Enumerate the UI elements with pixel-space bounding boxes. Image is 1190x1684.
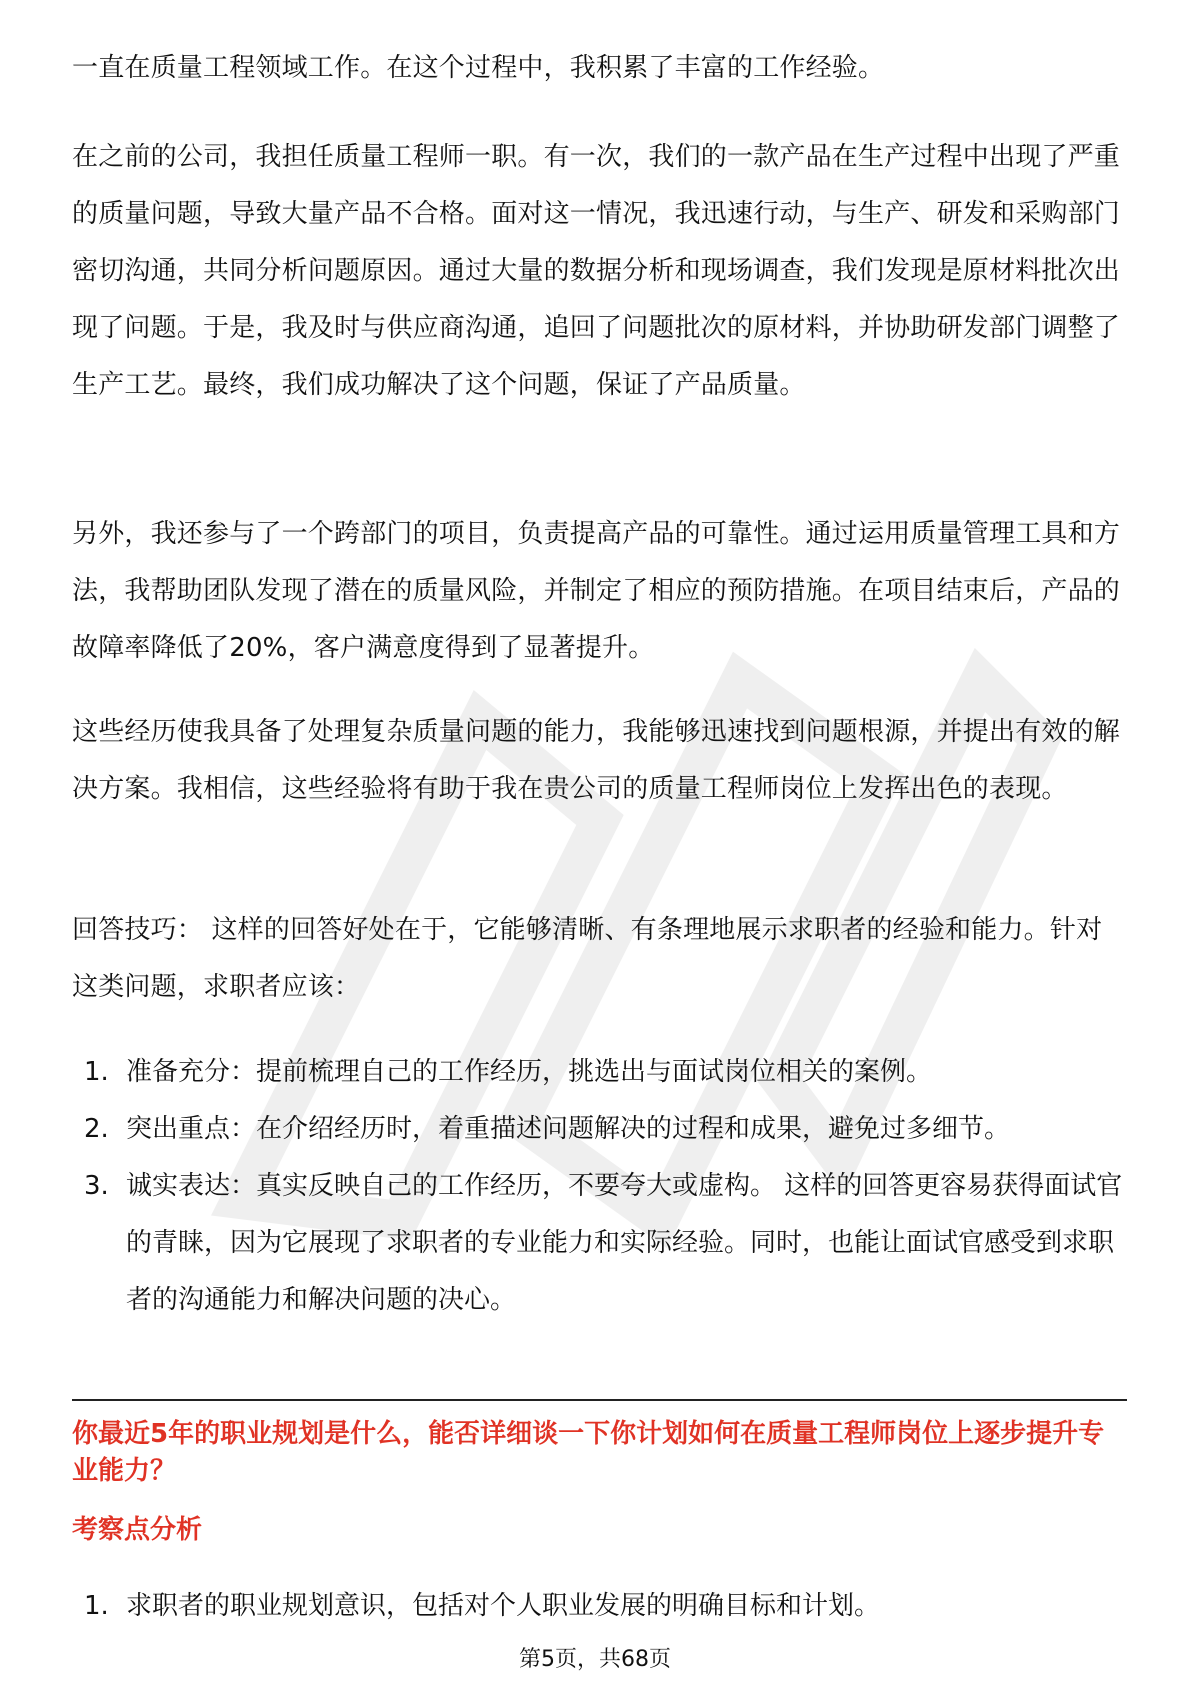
section-divider xyxy=(72,1399,1127,1401)
interview-question: 你最近5年的职业规划是什么，能否详细谈一下你计划如何在质量工程师岗位上逐步提升专业能力？ xyxy=(72,1419,1105,1486)
paragraph-cross-department: 另外，我还参与了一个跨部门的项目，负责提高产品的可靠性。通过运用质量管理工具和方法，我帮助团队发现了潜在的质量风险，并制定了相应的预防措施。在项目结束后，产品的故障率降低了20%，客户满意度得到了显著提升。 xyxy=(72,519,1121,663)
paragraph-experience-intro: 一直在质量工程领域工作。在这个过程中，我积累了丰富的工作经验。 xyxy=(72,53,885,83)
paragraph-previous-company: 在之前的公司，我担任质量工程师一职。有一次，我们的一款产品在生产过程中出现了严重的质量问题，导致大量产品不合格。面对这一情况，我迅速行动，与生产、研发和采购部门密切沟通，共同分析问题原因。通过大量的数据分析和现场调查，我们发现是原材料批次出现了问题。于是，我及时与供应商沟通，追回了问题批次的原材料，并协助研发部门调整了生产工艺。最终，我们成功解决了这个问题，保证了产品质量。 xyxy=(72,142,1121,400)
list-item xyxy=(72,1101,1127,1158)
list-number: 1. xyxy=(84,1057,109,1087)
tips-list xyxy=(72,1044,1127,1329)
analysis-heading: 考察点分析 xyxy=(72,1515,203,1545)
page-footer: 第5页，共68页 xyxy=(519,1647,671,1672)
list-item xyxy=(72,1158,1127,1329)
list-number: 1. xyxy=(84,1591,109,1621)
list-item-text: 诚实表达：真实反映自己的工作经历，不要夸大或虚构。 这样的回答更容易获得面试官的青睐，因为它展现了求职者的专业能力和实际经验。同时，也能让面试官感受到求职者的沟通能力和解决问题的决心。 xyxy=(126,1171,1123,1315)
list-number: 3. xyxy=(84,1171,109,1201)
list-item xyxy=(72,1044,1127,1101)
list-number: 2. xyxy=(84,1114,109,1144)
list-item xyxy=(72,1578,1127,1635)
list-item-text: 求职者的职业规划意识，包括对个人职业发展的明确目标和计划。 xyxy=(126,1591,881,1621)
paragraph-answer-tips: 回答技巧： 这样的回答好处在于，它能够清晰、有条理地展示求职者的经验和能力。针对这类问题，求职者应该： xyxy=(72,915,1103,1002)
paragraph-summary: 这些经历使我具备了处理复杂质量问题的能力，我能够迅速找到问题根源，并提出有效的解决方案。我相信，这些经验将有助于我在贵公司的质量工程师岗位上发挥出色的表现。 xyxy=(72,717,1121,804)
analysis-list xyxy=(72,1578,1127,1635)
list-item-text: 准备充分：提前梳理自己的工作经历，挑选出与面试岗位相关的案例。 xyxy=(126,1057,933,1087)
list-item-text: 突出重点：在介绍经历时，着重描述问题解决的过程和成果，避免过多细节。 xyxy=(126,1114,1011,1144)
